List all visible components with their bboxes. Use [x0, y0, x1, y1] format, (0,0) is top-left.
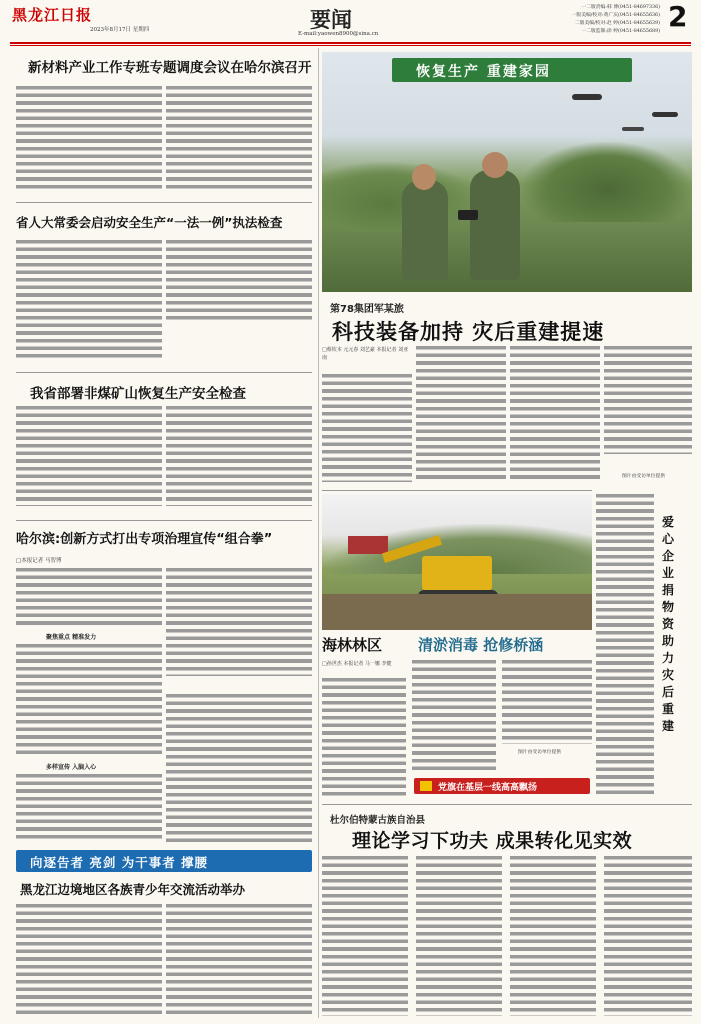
article-body-text: [166, 568, 312, 676]
article-body-text: [166, 904, 312, 1016]
feature-body-text: [604, 856, 692, 1016]
slogan-ribbon: [414, 778, 590, 794]
feature-kicker: 杜尔伯特蒙古族自治县: [330, 815, 426, 826]
slogan-banner: [16, 850, 312, 872]
editor-line: 一版美编/校对:黄广庆(0451-84655636): [571, 13, 660, 18]
feature-title: 理论学习下功夫 成果转化见实效: [352, 830, 633, 852]
feature2-title-left: 海林林区: [322, 636, 383, 654]
slogan-ribbon-text: 党旗在基层一线高高飘扬: [438, 783, 538, 793]
article-title: 新材料产业工作专班专题调度会议在哈尔滨召开: [28, 60, 312, 76]
masthead-rule: [10, 42, 691, 44]
editor-line: 一二版监制:徐 婷(0451-84655689): [581, 29, 660, 34]
article-body: [16, 240, 312, 360]
sidebar-article: [596, 494, 694, 796]
photo-caption: 图片由受访单位提供: [622, 474, 666, 479]
feature-title: 科技装备加持 灾后重建提速: [332, 320, 605, 344]
tree-graphic: [522, 142, 692, 222]
feature-body-text: [322, 678, 406, 796]
article-body: [16, 406, 312, 506]
feature-byline: □蔡钦本 元元春 刘艺豪 本报记者 刘亚南: [322, 347, 409, 361]
feature-body-text: [502, 660, 592, 744]
feature2-header: [322, 632, 592, 658]
drone-icon: [652, 112, 678, 117]
drone-icon: [572, 94, 602, 100]
house-graphic: [348, 536, 388, 554]
party-flag-icon: [420, 781, 432, 791]
article-body-text: [166, 406, 312, 506]
article-body-text: [16, 568, 162, 626]
sidebar-body-text: [596, 494, 654, 794]
article-body-text: [166, 240, 312, 322]
article-body-text: [16, 644, 162, 756]
article-title: 我省部署非煤矿山恢复生产安全检查: [30, 386, 246, 402]
feature-body-text: [322, 374, 412, 482]
drone-controller: [458, 210, 478, 220]
editor-line: 一二版责编:韩 博(0451-84697336): [581, 5, 660, 10]
editors-block: [430, 4, 660, 36]
soldier-figure: [470, 170, 520, 280]
feature-body-text: [412, 660, 496, 772]
newspaper-logo: 黑龙江日报: [12, 6, 93, 24]
article-body-text: [16, 904, 162, 1016]
article-subhead: 多样宣传 入脑入心: [46, 764, 97, 771]
masthead: [0, 0, 701, 42]
drone-icon: [622, 127, 644, 131]
feature-body-text: [510, 856, 596, 1016]
article-title: 黑龙江边境地区各族青少年交流活动举办: [20, 882, 246, 897]
article-body-text: [16, 406, 162, 506]
article-body: [16, 904, 312, 1016]
feature-kicker: 第78集团军某旅: [330, 304, 404, 315]
article-subhead: 聚焦重点 精准发力: [46, 634, 97, 641]
column-divider: [318, 48, 319, 1018]
page-number: 2: [668, 0, 688, 33]
feature-body-text: [510, 346, 600, 482]
feature-body-text: [416, 346, 506, 482]
photo-soldiers-drones: [322, 52, 692, 292]
feature-body-text: [322, 856, 408, 1016]
slogan-banner-text: 向逐告者 亮剑 为干事者 撑腰: [30, 855, 209, 870]
article-title: 省人大常委会启动安全生产“一法一例”执法检查: [16, 215, 283, 230]
editor-line: 二版美编/校对:赵 婷(0451-84655639): [574, 21, 660, 26]
feature3-body: [322, 856, 692, 1016]
section-email: E-mail:yaowen8900@sina.cn: [298, 31, 379, 37]
section-title: 要闻: [310, 8, 352, 32]
excavator-body: [422, 556, 492, 590]
article-body: [16, 86, 312, 190]
article-body-text: [16, 86, 162, 190]
photo-caption: 图片由受访单位提供: [518, 750, 562, 755]
feature-body-text: [416, 856, 502, 1016]
divider: [322, 804, 692, 805]
date-line: 2023年8月17日 星期四: [90, 27, 150, 33]
article-body-text: [166, 694, 312, 842]
article-body-text: [16, 240, 162, 360]
divider: [16, 202, 312, 203]
article-body-text: [166, 86, 312, 190]
soldier-head: [482, 152, 508, 178]
feature-body: [322, 346, 692, 486]
feature-byline: □孙世杰 本报记者 马一娜 李健: [322, 661, 392, 667]
divider: [322, 490, 592, 491]
divider: [16, 372, 312, 373]
article-byline: □本报记者 马智博: [16, 558, 62, 564]
photo-banner-text: 恢复生产 重建家园: [416, 64, 551, 80]
sidebar-title: 爱心企业捐物资助力灾后重建: [662, 515, 675, 733]
photo-banner: [392, 58, 632, 82]
article-title: 哈尔滨:创新方式打出专项治理宣传“组合拳”: [16, 532, 273, 547]
masthead-rule-thin: [10, 45, 691, 46]
soldier-figure: [402, 180, 448, 280]
feature-body-text: [604, 346, 692, 454]
divider: [16, 520, 312, 521]
feature2-title-right: 清淤消毒 抢修桥涵: [418, 636, 544, 654]
article-body-text: [16, 774, 162, 842]
photo-excavator: [322, 494, 592, 630]
article-body: [16, 568, 312, 842]
feature2-body: [322, 660, 592, 796]
rubble-graphic: [322, 594, 592, 630]
soldier-head: [412, 164, 436, 190]
